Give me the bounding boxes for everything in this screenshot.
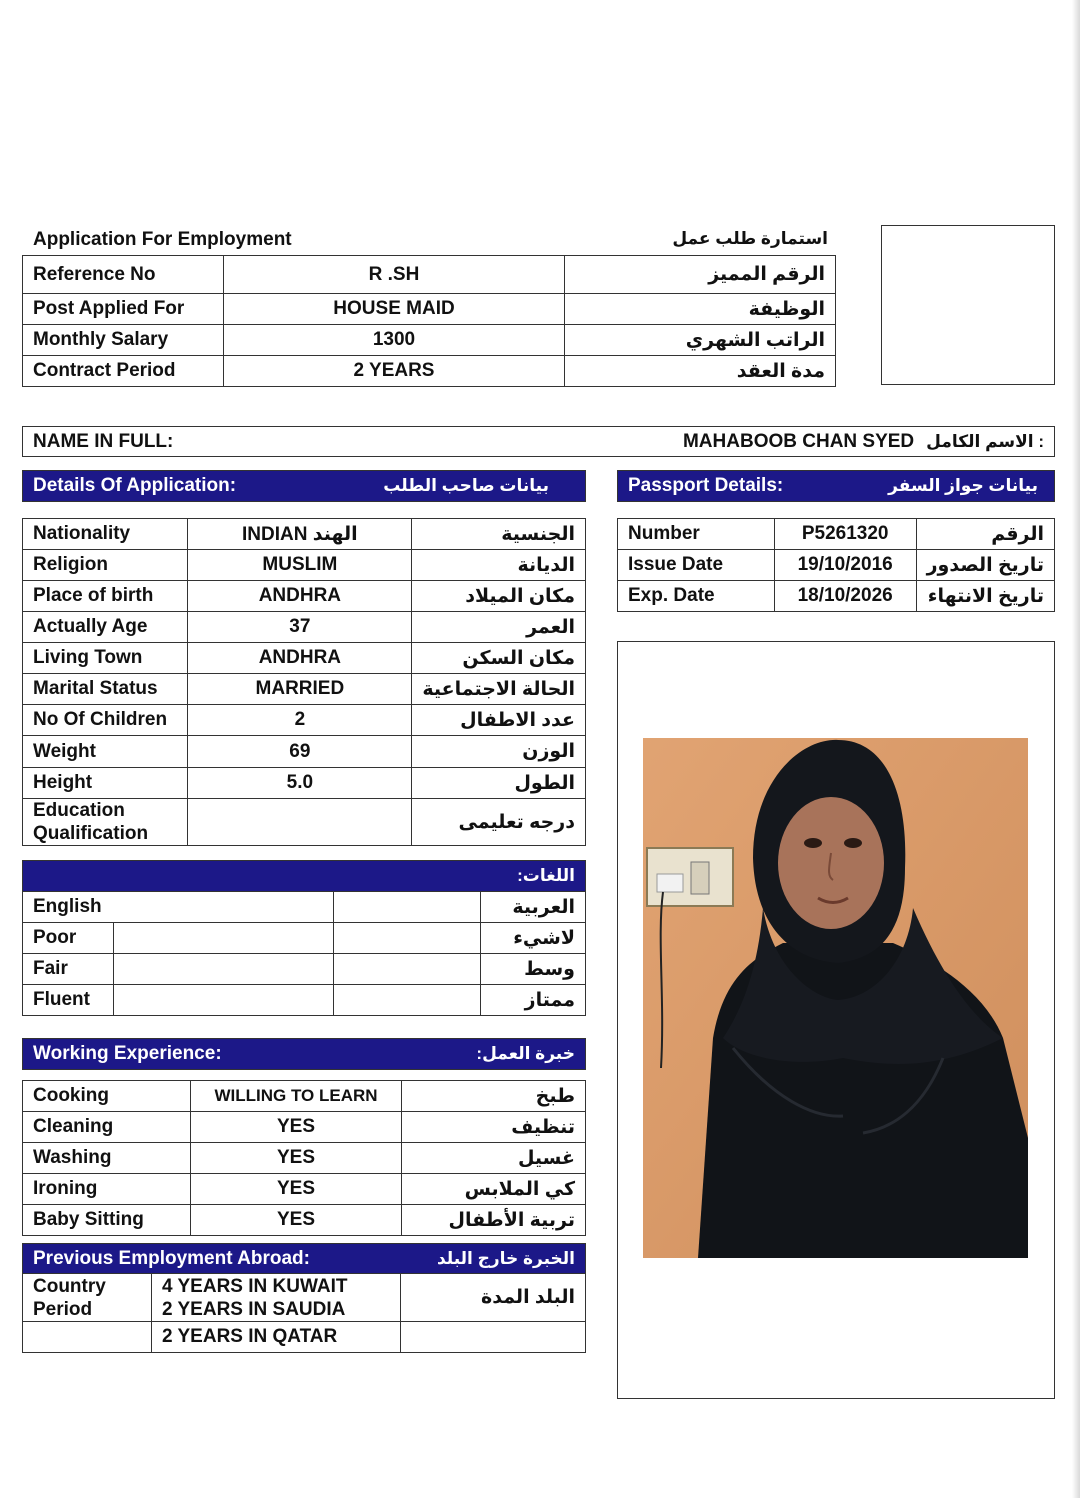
experience-row [23, 1081, 586, 1112]
language-row [23, 923, 586, 954]
experience-label: Ironing [23, 1174, 191, 1205]
page-edge-shadow [1072, 0, 1080, 1498]
previous-label-line1: Country [33, 1275, 106, 1297]
detail-value: 69 [188, 736, 412, 768]
header-value: R .SH [224, 256, 565, 294]
language-cell [333, 892, 480, 923]
detail-value: 2 [188, 705, 412, 736]
language-label-arabic: لاشيء [480, 923, 585, 954]
experience-row [23, 1205, 586, 1236]
header-label-arabic: الرقم المميز [565, 256, 836, 294]
previous-employment-row [23, 1274, 586, 1322]
header-label: Monthly Salary [23, 325, 224, 356]
header-table [22, 255, 836, 387]
experience-row [23, 1112, 586, 1143]
detail-label: Weight [23, 736, 188, 768]
language-row [23, 892, 586, 923]
details-table [22, 518, 586, 846]
passport-value: 19/10/2016 [774, 550, 916, 581]
detail-label-arabic: الطول [412, 768, 586, 799]
previous-employment-title: Previous Employment Abroad: [33, 1247, 310, 1269]
detail-label: No Of Children [23, 705, 188, 736]
language-label-arabic: العربية [480, 892, 585, 923]
detail-row [23, 550, 586, 581]
header-value: HOUSE MAID [224, 294, 565, 325]
detail-label: Nationality [23, 519, 188, 550]
detail-value: ANDHRA [188, 581, 412, 612]
passport-label-arabic: الرقم [916, 519, 1054, 550]
header-value: 1300 [224, 325, 565, 356]
detail-label: Religion [23, 550, 188, 581]
language-cell [114, 954, 334, 985]
header-label: Post Applied For [23, 294, 224, 325]
experience-band [22, 1038, 586, 1070]
previous-employment-band [22, 1243, 586, 1274]
detail-label-arabic: الحالة الاجتماعية [412, 674, 586, 705]
experience-row [23, 1174, 586, 1205]
previous-employment-title-arabic: الخبرة خارج البلد [436, 1248, 575, 1268]
languages-table [22, 891, 586, 1016]
detail-value: 37 [188, 612, 412, 643]
language-cell [333, 985, 480, 1016]
previous-employment-table [22, 1273, 586, 1353]
previous-entry: 2 YEARS IN QATAR [152, 1322, 401, 1353]
language-label-arabic: وسط [480, 954, 585, 985]
detail-value: 5.0 [188, 768, 412, 799]
detail-value: MARRIED [188, 674, 412, 705]
previous-entry: 2 YEARS IN SAUDIA [162, 1298, 346, 1320]
previous-employment-empty [401, 1322, 586, 1353]
detail-row [23, 519, 586, 550]
education-label-line2: Qualification [33, 823, 149, 844]
detail-row [23, 705, 586, 736]
passport-value: 18/10/2026 [774, 581, 916, 612]
passport-row [618, 519, 1055, 550]
passport-label-arabic: تاريخ الصدور [916, 550, 1054, 581]
language-label: English [23, 892, 334, 923]
header-row [23, 256, 836, 294]
experience-label-arabic: طبخ [402, 1081, 586, 1112]
experience-label-arabic: تنظيف [402, 1112, 586, 1143]
detail-value: ANDHRA [188, 643, 412, 674]
experience-title: Working Experience: [33, 1043, 222, 1064]
stamp-box [881, 225, 1055, 385]
header-value: 2 YEARS [224, 356, 565, 387]
detail-row-education [23, 799, 586, 846]
languages-title-arabic: اللغات: [517, 866, 575, 885]
passport-label-arabic: تاريخ الانتهاء [916, 581, 1054, 612]
detail-label-arabic: الوزن [412, 736, 586, 768]
passport-value: P5261320 [774, 519, 916, 550]
experience-label: Washing [23, 1143, 191, 1174]
education-label [23, 799, 188, 846]
passport-title-arabic: بيانات جواز السفر [888, 476, 1038, 495]
language-cell [333, 954, 480, 985]
languages-band [22, 860, 586, 892]
detail-value: INDIAN الهند [188, 519, 412, 550]
experience-label: Baby Sitting [23, 1205, 191, 1236]
passport-title: Passport Details: [628, 475, 784, 496]
details-title: Details Of Application: [33, 475, 237, 496]
header-label: Contract Period [23, 356, 224, 387]
experience-value: YES [191, 1112, 402, 1143]
education-label-arabic: درجه تعليمى [412, 799, 586, 846]
language-label: Fair [23, 954, 114, 985]
previous-employment-empty [23, 1322, 152, 1353]
details-title-arabic: بيانات صاحب الطلب [383, 476, 549, 495]
previous-employment-label-arabic: البلد المدة [401, 1274, 586, 1322]
language-label-arabic: ممتاز [480, 985, 585, 1016]
detail-row [23, 674, 586, 705]
detail-label-arabic: العمر [412, 612, 586, 643]
language-label: Fluent [23, 985, 114, 1016]
passport-label: Exp. Date [618, 581, 775, 612]
detail-label: Marital Status [23, 674, 188, 705]
passport-label: Issue Date [618, 550, 775, 581]
passport-band [617, 470, 1055, 502]
form-title-arabic: استمارة طلب عمل [672, 229, 828, 248]
detail-label-arabic: عدد الاطفال [412, 705, 586, 736]
full-name-label-arabic: : الاسم الكامل [926, 431, 1044, 451]
detail-label-arabic: الجنسية [412, 519, 586, 550]
experience-value: YES [191, 1174, 402, 1205]
experience-label-arabic: كي الملابس [402, 1174, 586, 1205]
detail-row [23, 768, 586, 799]
experience-value: YES [191, 1143, 402, 1174]
language-cell [114, 985, 334, 1016]
language-row [23, 954, 586, 985]
language-cell [333, 923, 480, 954]
header-label: Reference No [23, 256, 224, 294]
passport-table [617, 518, 1055, 612]
details-band [22, 470, 586, 502]
experience-value: WILLING TO LEARN [191, 1081, 402, 1112]
detail-label-arabic: مكان السكن [412, 643, 586, 674]
education-value [188, 799, 412, 846]
full-name-label: NAME IN FULL: [33, 430, 174, 452]
detail-row [23, 643, 586, 674]
detail-row [23, 612, 586, 643]
detail-label-arabic: مكان الميلاد [412, 581, 586, 612]
experience-title-arabic: خبرة العمل: [476, 1044, 575, 1063]
detail-value: MUSLIM [188, 550, 412, 581]
experience-label-arabic: تربية الأطفال [402, 1205, 586, 1236]
detail-row [23, 581, 586, 612]
detail-label: Height [23, 768, 188, 799]
header-label-arabic: مدة العقد [565, 356, 836, 387]
detail-label: Actually Age [23, 612, 188, 643]
experience-row [23, 1143, 586, 1174]
previous-entry: 4 YEARS IN KUWAIT [162, 1275, 348, 1297]
detail-row [23, 736, 586, 768]
applicant-photo [643, 738, 1028, 1258]
language-row [23, 985, 586, 1016]
header-row [23, 356, 836, 387]
previous-employment-row [23, 1322, 586, 1353]
header-label-arabic: الوظيفة [565, 294, 836, 325]
passport-row [618, 581, 1055, 612]
header-label-arabic: الراتب الشهري [565, 325, 836, 356]
language-cell [114, 923, 334, 954]
previous-label-line2: Period [33, 1298, 93, 1320]
passport-row [618, 550, 1055, 581]
experience-label: Cooking [23, 1081, 191, 1112]
experience-label: Cleaning [23, 1112, 191, 1143]
form-title-line [33, 229, 828, 251]
previous-employment-entries [152, 1274, 401, 1322]
passport-label: Number [618, 519, 775, 550]
experience-value: YES [191, 1205, 402, 1236]
full-name-value: MAHABOOB CHAN SYED [682, 430, 915, 452]
detail-label-arabic: الديانة [412, 550, 586, 581]
previous-employment-label [23, 1274, 152, 1322]
education-label-line1: Education [33, 800, 125, 821]
header-row [23, 325, 836, 356]
detail-label: Place of birth [23, 581, 188, 612]
full-name-row [22, 426, 1055, 457]
applicant-photo-drawing [643, 738, 1028, 1258]
experience-table [22, 1080, 586, 1236]
detail-label: Living Town [23, 643, 188, 674]
experience-label-arabic: غسيل [402, 1143, 586, 1174]
form-title: Application For Employment [33, 229, 292, 250]
language-label: Poor [23, 923, 114, 954]
header-row [23, 294, 836, 325]
